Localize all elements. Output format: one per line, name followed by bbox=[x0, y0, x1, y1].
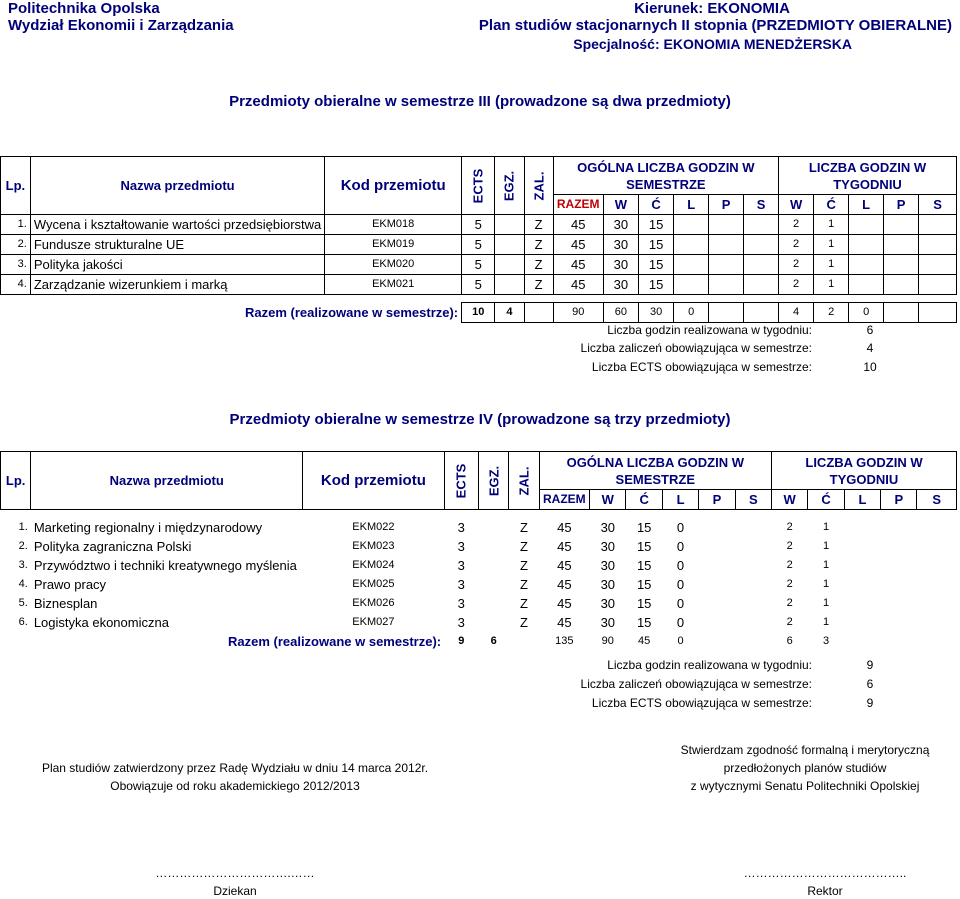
university-name: Politechnika Opolska bbox=[8, 0, 160, 17]
plan-title: Plan studiów stacjonarnych II stopnia (PRZEDMIOTY OBIERALNE) bbox=[478, 17, 952, 34]
col-tc: Ć bbox=[814, 195, 849, 215]
table-row: 4. Prawo pracy EKM025 3 Z 45 30 15 0 2 1 bbox=[18, 576, 830, 592]
col-zal: ZAL. bbox=[509, 452, 539, 510]
col-l: L bbox=[674, 195, 709, 215]
confirmation-line-1: Stwierdzam zgodność formalną i merytoryczną bbox=[680, 743, 930, 757]
col-tl: L bbox=[849, 195, 884, 215]
col-razem: RAZEM bbox=[553, 195, 603, 215]
field-of-study: Kierunek: EKONOMIA bbox=[634, 0, 790, 17]
col-code: Kod przemiotu bbox=[325, 157, 462, 215]
table-row: 6. Logistyka ekonomiczna EKM027 3 Z 45 30 15 0 2 1 bbox=[18, 614, 830, 630]
confirmation-line-2: przedłożonych planów studiów bbox=[723, 761, 887, 775]
faculty-name: Wydział Ekonomii i Zarządzania bbox=[8, 17, 234, 34]
col-code: Kod przemiotu bbox=[303, 452, 444, 510]
col-tp: P bbox=[884, 195, 919, 215]
col-name: Nazwa przedmiotu bbox=[30, 157, 324, 215]
col-total-hours: OGÓLNA LICZBA GODZIN W SEMESTRZE bbox=[539, 452, 771, 490]
table-row: 1. Marketing regionalny i międzynarodowy EKM022 3 Z 45 30 15 0 2 1 bbox=[18, 519, 830, 535]
table-row: 1. Wycena i kształtowanie wartości przedsiębiorstwa EKM018 5 Z 45 30 15 2 1 bbox=[1, 215, 957, 235]
confirmation-line-3: z wytycznymi Senatu Politechniki Opolskiej bbox=[690, 779, 920, 793]
col-ects: ECTS bbox=[462, 157, 495, 215]
col-s: S bbox=[744, 195, 779, 215]
sem4-table: Lp. Nazwa przedmiotu Kod przemiotu ECTS EGZ. ZAL. OGÓLNA LICZBA GODZIN W SEMESTRZE LICZBA GODZIN W TYGODNIU RAZEM W Ć L P S W Ć L P S 1. Marketing regionalny i międzynarodowy EKM022 3 Z 45 30 15 0 2 1 2. Polityka zagraniczna Polski EKM023 3 Z 45 30 15 0 2 1 3. Przywództwo i techniki kreatywnego myślenia EKM024 3 Z 45 30 15 0 2 1 4. Prawo pracy EKM025 3 Z 45 30 15 0 2 1 5. Biznesplan EKM026 3 Z 45 30 15 0 2 1 6. Logistyka ekonomiczna EKM027 3 Z 45 30 15 0 2 1 Razem (realizowane w semestrze): 9 6 135 90 45 0 6 3 bbox=[0, 451, 957, 651]
total-row: Razem (realizowane w semestrze): 10 4 90 60 30 0 4 2 0 bbox=[1, 303, 957, 323]
row-lp: 1. bbox=[1, 215, 31, 235]
col-ects: ECTS bbox=[444, 452, 478, 510]
col-weekly-hours: LICZBA GODZIN W TYGODNIU bbox=[779, 157, 957, 195]
validity-note: Obowiązuje od roku akademickiego 2012/2013 bbox=[110, 779, 360, 793]
col-razem: RAZEM bbox=[539, 490, 590, 510]
col-lp: Lp. bbox=[1, 157, 31, 215]
row-name: Wycena i kształtowanie wartości przedsiębiorstwa bbox=[30, 215, 324, 235]
dean-signature-line: …………………………….…… bbox=[155, 866, 315, 880]
sem3-table bbox=[0, 156, 957, 323]
table-row: 2. Polityka zagraniczna Polski EKM023 3 Z 45 30 15 0 2 1 bbox=[18, 538, 830, 554]
dean-label: Dziekan bbox=[213, 884, 257, 898]
total-row: Razem (realizowane w semestrze): 9 6 135 90 45 0 6 3 bbox=[227, 633, 830, 649]
approval-note: Plan studiów zatwierdzony przez Radę Wydziału w dniu 14 marca 2012r. bbox=[41, 761, 429, 775]
specialty: Specjalność: EKONOMIA MENEDŻERSKA bbox=[573, 36, 852, 52]
rector-label: Rektor bbox=[807, 884, 843, 898]
col-w: W bbox=[603, 195, 638, 215]
total-label: Razem (realizowane w semestrze): bbox=[245, 305, 459, 320]
col-weekly-hours: LICZBA GODZIN W TYGODNIU bbox=[771, 452, 956, 490]
col-total-hours: OGÓLNA LICZBA GODZIN W SEMESTRZE bbox=[553, 157, 778, 195]
table-row: 5. Biznesplan EKM026 3 Z 45 30 15 0 2 1 bbox=[18, 595, 830, 611]
table-row: 2. Fundusze strukturalne UE EKM019 5 Z 45 30 15 2 1 bbox=[1, 235, 957, 255]
table-row: 3. Przywództwo i techniki kreatywnego myślenia EKM024 3 Z 45 30 15 0 2 1 bbox=[18, 557, 830, 573]
col-egz: EGZ. bbox=[478, 452, 508, 510]
col-name: Nazwa przedmiotu bbox=[31, 452, 303, 510]
sem3-title: Przedmioty obieralne w semestrze III (prowadzone są dwa przedmioty) bbox=[229, 93, 731, 110]
col-egz: EGZ. bbox=[495, 157, 524, 215]
col-p: P bbox=[709, 195, 744, 215]
col-ts: S bbox=[919, 195, 957, 215]
col-tw: W bbox=[779, 195, 814, 215]
row-code: EKM018 bbox=[325, 215, 462, 235]
col-zal: ZAL. bbox=[524, 157, 553, 215]
sem4-title: Przedmioty obieralne w semestrze IV (prowadzone są trzy przedmioty) bbox=[229, 411, 731, 428]
col-lp: Lp. bbox=[1, 452, 31, 510]
rector-signature-line: ………………………………….. bbox=[743, 866, 907, 880]
col-c: Ć bbox=[638, 195, 673, 215]
table-row: 4. Zarządzanie wizerunkiem i marką EKM021 5 Z 45 30 15 2 1 bbox=[1, 275, 957, 295]
table-row: 3. Polityka jakości EKM020 5 Z 45 30 15 2 1 bbox=[1, 255, 957, 275]
